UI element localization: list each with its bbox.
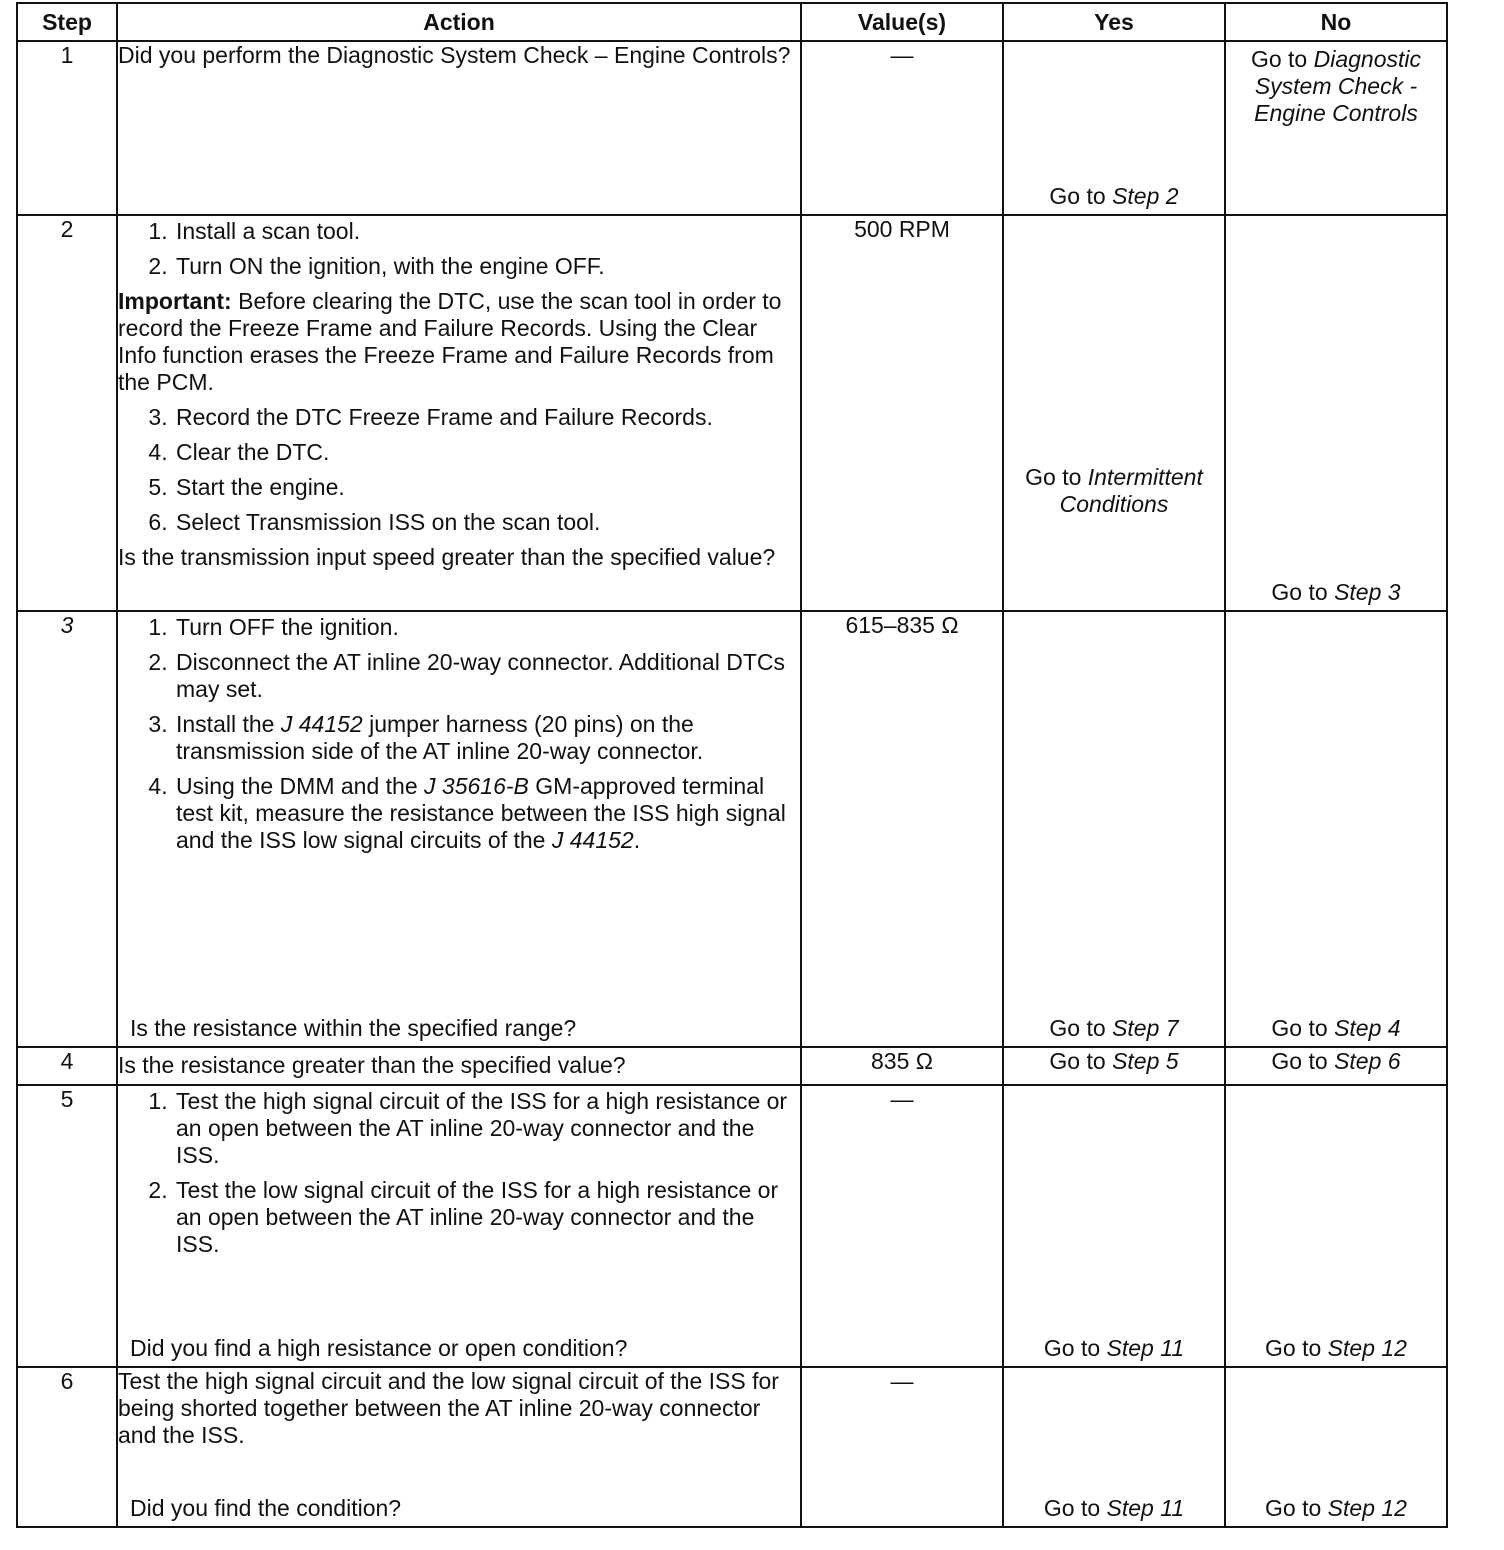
step-number: 3 [17, 611, 117, 1047]
yes-link[interactable] [1004, 1015, 1224, 1042]
text: . [633, 827, 641, 853]
no-cell [1225, 1085, 1447, 1367]
yes-cell [1003, 215, 1225, 611]
instruction-list [118, 218, 800, 280]
action-question: Is the resistance greater than the specified value? [118, 1052, 626, 1078]
table-row-step-4 [17, 1047, 1447, 1085]
no-cell [1225, 611, 1447, 1047]
instruction-list [118, 1088, 800, 1258]
instruction-item: 1. Test the high signal circuit of the ISS for a high resistance or an open between the AT inline 20-way connector and the ISS. [174, 1088, 800, 1169]
no-cell [1225, 1367, 1447, 1527]
important-text: Before clearing the DTC, use the scan tool in order to record the Freeze Frame and Failure Records. Using the Clear Info function erases the Freeze Frame and Failure Records from the PCM. [118, 288, 782, 395]
header-no: No [1225, 3, 1447, 41]
no-target: Step 6 [1334, 1048, 1401, 1074]
yes-link[interactable] [1004, 464, 1224, 518]
value-cell: — [801, 1367, 1003, 1527]
no-target-line1: Diagnostic [1313, 46, 1422, 72]
yes-target: Step 11 [1106, 1335, 1185, 1361]
instruction-item: 2. Test the low signal circuit of the ISS for a high resistance or an open between the AT inline 20-way connector and the ISS. [174, 1177, 800, 1258]
instruction-item: 1. Turn OFF the ignition. [174, 614, 800, 641]
instruction-item: 5. Start the engine. [174, 474, 800, 501]
table-row-step-1 [17, 41, 1447, 215]
yes-link[interactable] [1004, 1495, 1224, 1522]
header-step: Step [17, 3, 117, 41]
diagnostic-table [16, 2, 1448, 1528]
no-prefix: Go to [1271, 579, 1335, 605]
instruction-item: 2. Turn ON the ignition, with the engine OFF. [174, 253, 800, 280]
action-question: Is the transmission input speed greater than the specified value? [118, 544, 776, 570]
text: GM-approved terminal test kit, measure the resistance between the ISS high signal and the ISS low signal circuits of the [176, 773, 786, 853]
yes-cell [1003, 1367, 1225, 1527]
yes-prefix: Go to [1049, 1048, 1113, 1074]
action-question: Is the resistance within the specified range? [130, 1015, 577, 1041]
yes-target: Step 5 [1112, 1048, 1179, 1074]
no-link[interactable] [1226, 1335, 1446, 1362]
value-cell: — [801, 1085, 1003, 1367]
yes-target-line1: Intermittent [1087, 464, 1203, 490]
yes-link[interactable] [1004, 1335, 1224, 1362]
action-cell [117, 1367, 801, 1527]
instruction-item [174, 773, 800, 854]
action-text: Test the high signal circuit and the low signal circuit of the ISS for being shorted together between the AT inline 20-way connector and the ISS. [118, 1368, 779, 1448]
no-cell [1225, 215, 1447, 611]
action-cell [117, 1085, 801, 1367]
no-target-line3: Engine Controls [1254, 100, 1418, 126]
instruction-item [174, 711, 800, 765]
no-prefix: Go to [1271, 1015, 1335, 1041]
no-target: Step 12 [1327, 1335, 1407, 1361]
yes-target: Step 2 [1112, 183, 1179, 209]
step-number: 4 [17, 1047, 117, 1085]
no-target: Step 4 [1334, 1015, 1401, 1041]
yes-cell [1003, 611, 1225, 1047]
yes-target: Step 7 [1112, 1015, 1179, 1041]
yes-link[interactable] [1004, 183, 1224, 210]
no-link[interactable] [1271, 1048, 1400, 1074]
instruction-item: 4. Clear the DTC. [174, 439, 800, 466]
no-target: Step 12 [1327, 1495, 1407, 1521]
action-cell [117, 611, 801, 1047]
yes-link[interactable] [1049, 1048, 1178, 1074]
no-link[interactable] [1226, 1495, 1446, 1522]
no-prefix: Go to [1250, 46, 1314, 72]
yes-target-line2: Conditions [1059, 491, 1169, 517]
table-row-step-6 [17, 1367, 1447, 1527]
step-number: 2 [17, 215, 117, 611]
important-label: Important: [118, 288, 232, 314]
value-cell: — [801, 41, 1003, 215]
value-cell: 500 RPM [801, 215, 1003, 611]
instruction-item: 3. Record the DTC Freeze Frame and Failure Records. [174, 404, 800, 431]
text: Install the [176, 711, 281, 737]
action-cell [117, 41, 801, 215]
no-link[interactable] [1226, 579, 1446, 606]
step-number: 1 [17, 41, 117, 215]
no-link[interactable] [1226, 1015, 1446, 1042]
yes-cell [1003, 1047, 1225, 1085]
action-question: Did you find the condition? [130, 1495, 402, 1521]
yes-prefix: Go to [1049, 1015, 1113, 1041]
instruction-list [118, 404, 800, 536]
no-prefix: Go to [1265, 1335, 1328, 1361]
value-cell: 615–835 Ω [801, 611, 1003, 1047]
no-prefix: Go to [1271, 1048, 1335, 1074]
tool-ref: J 44152 [551, 827, 634, 853]
instruction-item: 1. Install a scan tool. [174, 218, 800, 245]
text: jumper harness (20 pins) on the transmission side of the AT inline 20-way connector. [176, 711, 704, 764]
header-yes: Yes [1003, 3, 1225, 41]
no-cell [1225, 41, 1447, 215]
instruction-item: 6. Select Transmission ISS on the scan tool. [174, 509, 800, 536]
yes-cell [1003, 1085, 1225, 1367]
yes-prefix: Go to [1043, 1335, 1107, 1361]
no-cell [1225, 1047, 1447, 1085]
no-target: Step 3 [1334, 579, 1401, 605]
action-cell [117, 1047, 801, 1085]
action-cell [117, 215, 801, 611]
header-row [17, 3, 1447, 41]
yes-target: Step 11 [1106, 1495, 1185, 1521]
text: Using the DMM and the [176, 773, 425, 799]
step-number: 6 [17, 1367, 117, 1527]
no-link[interactable] [1226, 46, 1446, 127]
action-question: Did you perform the Diagnostic System Check – Engine Controls? [118, 42, 791, 68]
important-note [118, 288, 800, 396]
tool-ref: J 35616-B [424, 773, 529, 799]
yes-prefix: Go to [1049, 183, 1113, 209]
yes-prefix: Go to [1025, 464, 1088, 490]
tool-ref: J 44152 [280, 711, 363, 737]
table-row-step-2 [17, 215, 1447, 611]
header-values: Value(s) [801, 3, 1003, 41]
instruction-item: 2. Disconnect the AT inline 20-way connector. Additional DTCs may set. [174, 649, 800, 703]
step-number: 5 [17, 1085, 117, 1367]
yes-cell [1003, 41, 1225, 215]
no-target-line2: System Check - [1254, 73, 1418, 99]
yes-prefix: Go to [1043, 1495, 1107, 1521]
header-action: Action [117, 3, 801, 41]
value-cell: 835 Ω [801, 1047, 1003, 1085]
table-row-step-3 [17, 611, 1447, 1047]
table-row-step-5 [17, 1085, 1447, 1367]
action-question: Did you find a high resistance or open condition? [130, 1335, 628, 1361]
no-prefix: Go to [1265, 1495, 1328, 1521]
instruction-list [118, 614, 800, 854]
